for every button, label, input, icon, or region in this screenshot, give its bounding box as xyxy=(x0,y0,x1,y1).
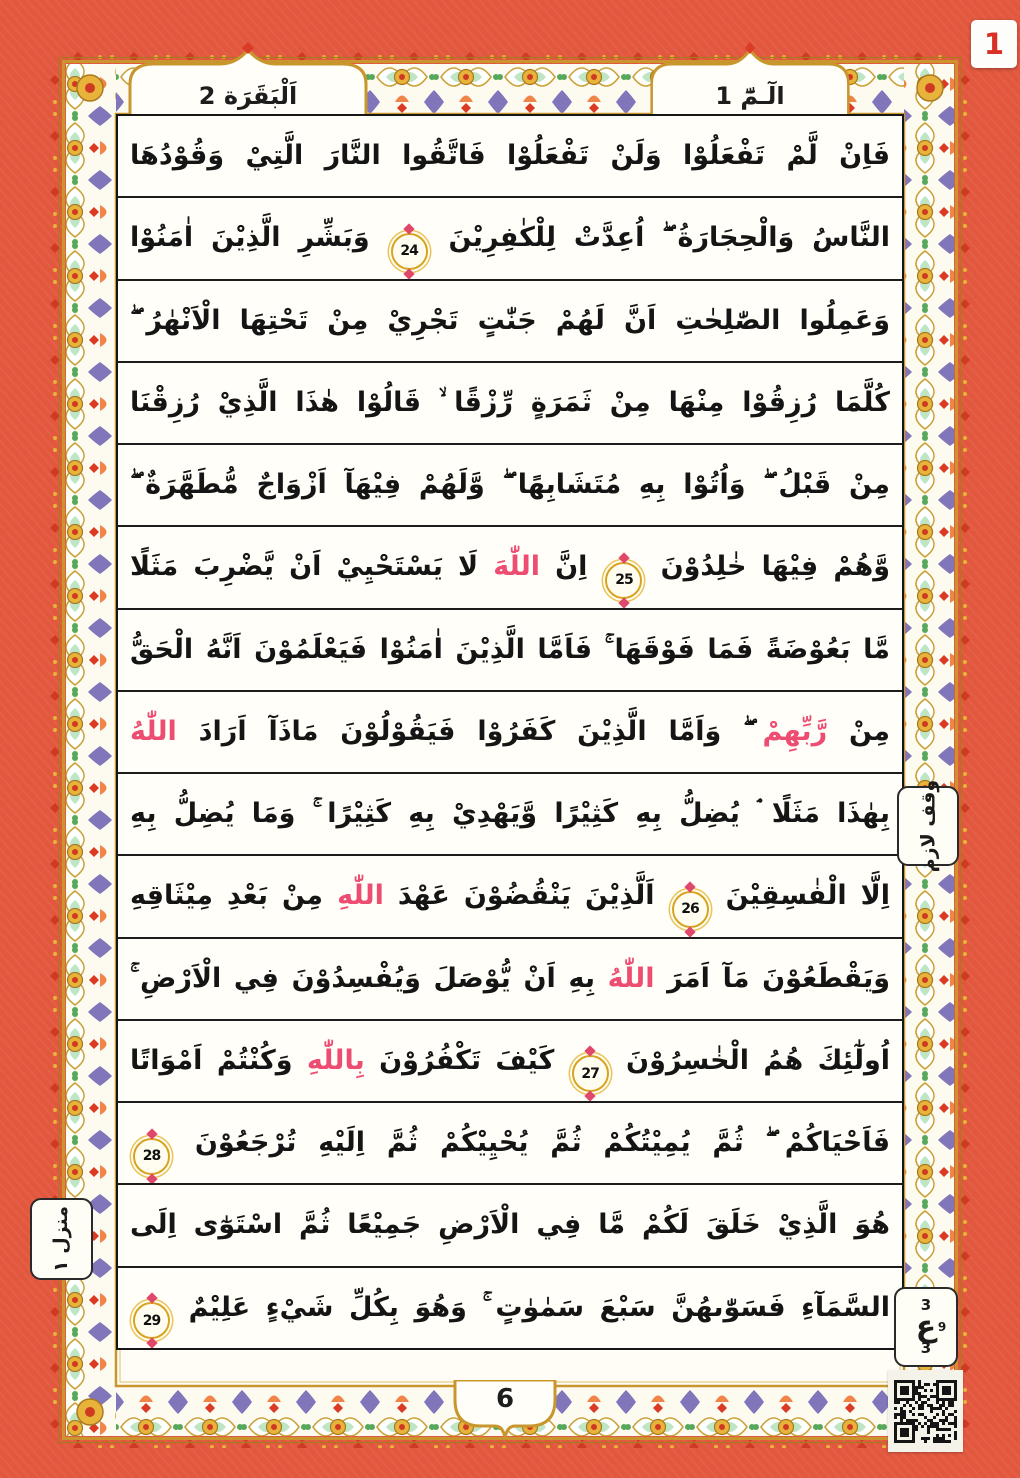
surah-name-label: اَلْبَقَرَة 2 xyxy=(198,82,298,110)
ruku-ain-letter: ع 9 xyxy=(915,1309,947,1344)
verse-end-rosette: 26 xyxy=(672,891,709,928)
verse-end-rosette: 24 xyxy=(391,233,428,270)
mushaf-line xyxy=(118,198,902,280)
mushaf-line xyxy=(118,1103,902,1185)
ayah-text: وَكُنْتُمْ اَمْوَاتًا xyxy=(130,1044,293,1076)
ayah-text: مِنْ xyxy=(849,715,891,747)
ayah-text: النَّاسُ وَالْحِجَارَةُ ۖ اُعِدَّتْ لِلْكٰفِرِيْنَ xyxy=(448,222,890,254)
ayah-text: ۖ وَاَمَّا الَّذِيْنَ كَفَرُوْا فَيَقُوْلُوْنَ مَاذَآ اَرَادَ xyxy=(198,715,744,747)
verse-end-rosette: 27 xyxy=(572,1055,609,1092)
mushaf-line xyxy=(118,363,902,445)
mushaf-line xyxy=(118,856,902,938)
verse-end-rosette: 29 xyxy=(133,1302,170,1339)
ayah-text: هُوَ الَّذِيْ خَلَقَ لَكُمْ مَّا فِي الْاَرْضِ جَمِيْعًا ثُمَّ اسْتَوٰٓى اِلَى xyxy=(130,1209,890,1241)
waqf-lazim-tab xyxy=(897,779,959,873)
juz-number-badge: 1 xyxy=(971,20,1017,68)
mushaf-line xyxy=(118,610,902,692)
ayah-text: وَبَشِّرِ الَّذِيْنَ اٰمَنُوْا xyxy=(130,222,370,254)
divine-name-text: رَّبِّهِمْ xyxy=(762,715,828,747)
ayah-text: وَّهُمْ فِيْهَا خٰلِدُوْنَ xyxy=(660,551,890,583)
ayah-text: اُولٰٓئِكَ هُمُ الْخٰسِرُوْنَ xyxy=(626,1044,890,1076)
ayah-text: السَّمَآءِ فَسَوّٰىهُنَّ سَبْعَ سَمٰوٰتٍ ۚ وَهُوَ بِكُلِّ شَيْءٍ عَلِيْمٌ xyxy=(188,1291,891,1323)
ayah-text: وَعَمِلُوا الصّٰلِحٰتِ اَنَّ لَهُمْ جَنّٰتٍ تَجْرِيْ مِنْ تَحْتِهَا الْاَنْهٰرُ ۖ xyxy=(130,304,890,336)
juz-name-cartouche xyxy=(650,42,850,120)
mushaf-line xyxy=(118,1268,902,1348)
ayah-text: اِلَّا الْفٰسِقِيْنَ xyxy=(725,880,891,912)
mushaf-line xyxy=(118,445,902,527)
ayah-text: مَّا بَعُوْضَةً فَمَا فَوْقَهَا ۚ فَاَمَّا الَّذِيْنَ اٰمَنُوْا فَيَعْلَمُوْنَ اَنَّهُ الْحَقُّ xyxy=(130,633,890,665)
ayah-text: فَاِنْ لَّمْ تَفْعَلُوْا وَلَنْ تَفْعَلُوْا فَاتَّقُوا النَّارَ الَّتِيْ وَقُوْدُهَا xyxy=(130,140,890,171)
mushaf-line xyxy=(118,527,902,609)
ayah-text: وَيَقْطَعُوْنَ مَآ اَمَرَ xyxy=(667,962,890,994)
mushaf-line xyxy=(118,774,902,856)
mushaf-line xyxy=(118,116,902,198)
verse-end-rosette: 25 xyxy=(605,562,642,599)
juz-name-label: الٓـمّٓ 1 xyxy=(715,82,785,110)
mushaf-line xyxy=(118,692,902,774)
mushaf-line xyxy=(118,281,902,363)
ayah-text: مِنْ بَعْدِ مِيْثَاقِهِ xyxy=(130,880,324,912)
ayah-text: بِهِ اَنْ يُّوْصَلَ وَيُفْسِدُوْنَ فِي الْاَرْضِ ۚ xyxy=(130,962,595,994)
divine-name-text: اللّٰهَ xyxy=(493,551,540,583)
mushaf-line xyxy=(118,1021,902,1103)
divine-name-text: بِاللّٰهِ xyxy=(306,1044,365,1076)
verse-end-rosette: 28 xyxy=(133,1138,170,1175)
ayah-text: فَاَحْيَاكُمْ ۖ ثُمَّ يُمِيْتُكُمْ ثُمَّ يُحْيِيْكُمْ ثُمَّ اِلَيْهِ تُرْجَعُوْنَ xyxy=(194,1127,891,1159)
page-number-label: 6 xyxy=(495,1384,515,1414)
divine-name-text: اللّٰهُ xyxy=(607,962,655,994)
ruku-count-below: 3 xyxy=(920,1339,932,1357)
manzil-label: منزل ١ xyxy=(50,1205,73,1273)
ayah-text: اِنَّ xyxy=(555,551,588,583)
divine-name-text: اللّٰهُ xyxy=(130,715,177,747)
divine-name-text: اللّٰهِ xyxy=(337,880,384,912)
ayah-text: كَيْفَ تَكْفُرُوْنَ xyxy=(379,1044,555,1076)
manzil-tab xyxy=(30,1198,93,1280)
ruku-marker-tab xyxy=(894,1287,958,1367)
waqf-lazim-label: وقف لازم xyxy=(917,779,940,873)
surah-name-cartouche xyxy=(128,42,368,120)
ayah-text: مِنْ قَبْلُ ۖ وَاُتُوْا بِهِ مُتَشَابِهًا ۖ وَّلَهُمْ فِيْهَآ اَزْوَاجٌ مُّطَهَّرَةٌ ۖ xyxy=(130,469,890,501)
cartouche-finial-icon xyxy=(745,42,755,54)
ruku-count-beside: 9 xyxy=(937,1320,947,1334)
quran-text-panel xyxy=(116,114,904,1350)
mushaf-line xyxy=(118,1185,902,1267)
ayah-text: كُلَّمَا رُزِقُوْا مِنْهَا مِنْ ثَمَرَةٍ رِّزْقًا ۙ قَالُوْا هٰذَا الَّذِيْ رُزِقْنَا xyxy=(130,386,890,418)
ayah-text: بِهٰذَا مَثَلًا ۘ يُضِلُّ بِهِ كَثِيْرًا وَّيَهْدِيْ بِهِ كَثِيْرًا ۚ وَمَا يُضِلُّ بِهِ xyxy=(130,798,890,830)
qr-code xyxy=(888,1370,963,1452)
ayah-text: لَا يَسْتَحْيِيْ اَنْ يَّضْرِبَ مَثَلًا xyxy=(130,551,479,583)
mushaf-line xyxy=(118,939,902,1021)
ruku-count-above: 3 xyxy=(920,1296,932,1314)
page-number-cartouche xyxy=(453,1380,557,1446)
ayah-text: اَلَّذِيْنَ يَنْقُضُوْنَ عَهْدَ xyxy=(397,880,655,912)
cartouche-finial-icon xyxy=(242,42,254,54)
